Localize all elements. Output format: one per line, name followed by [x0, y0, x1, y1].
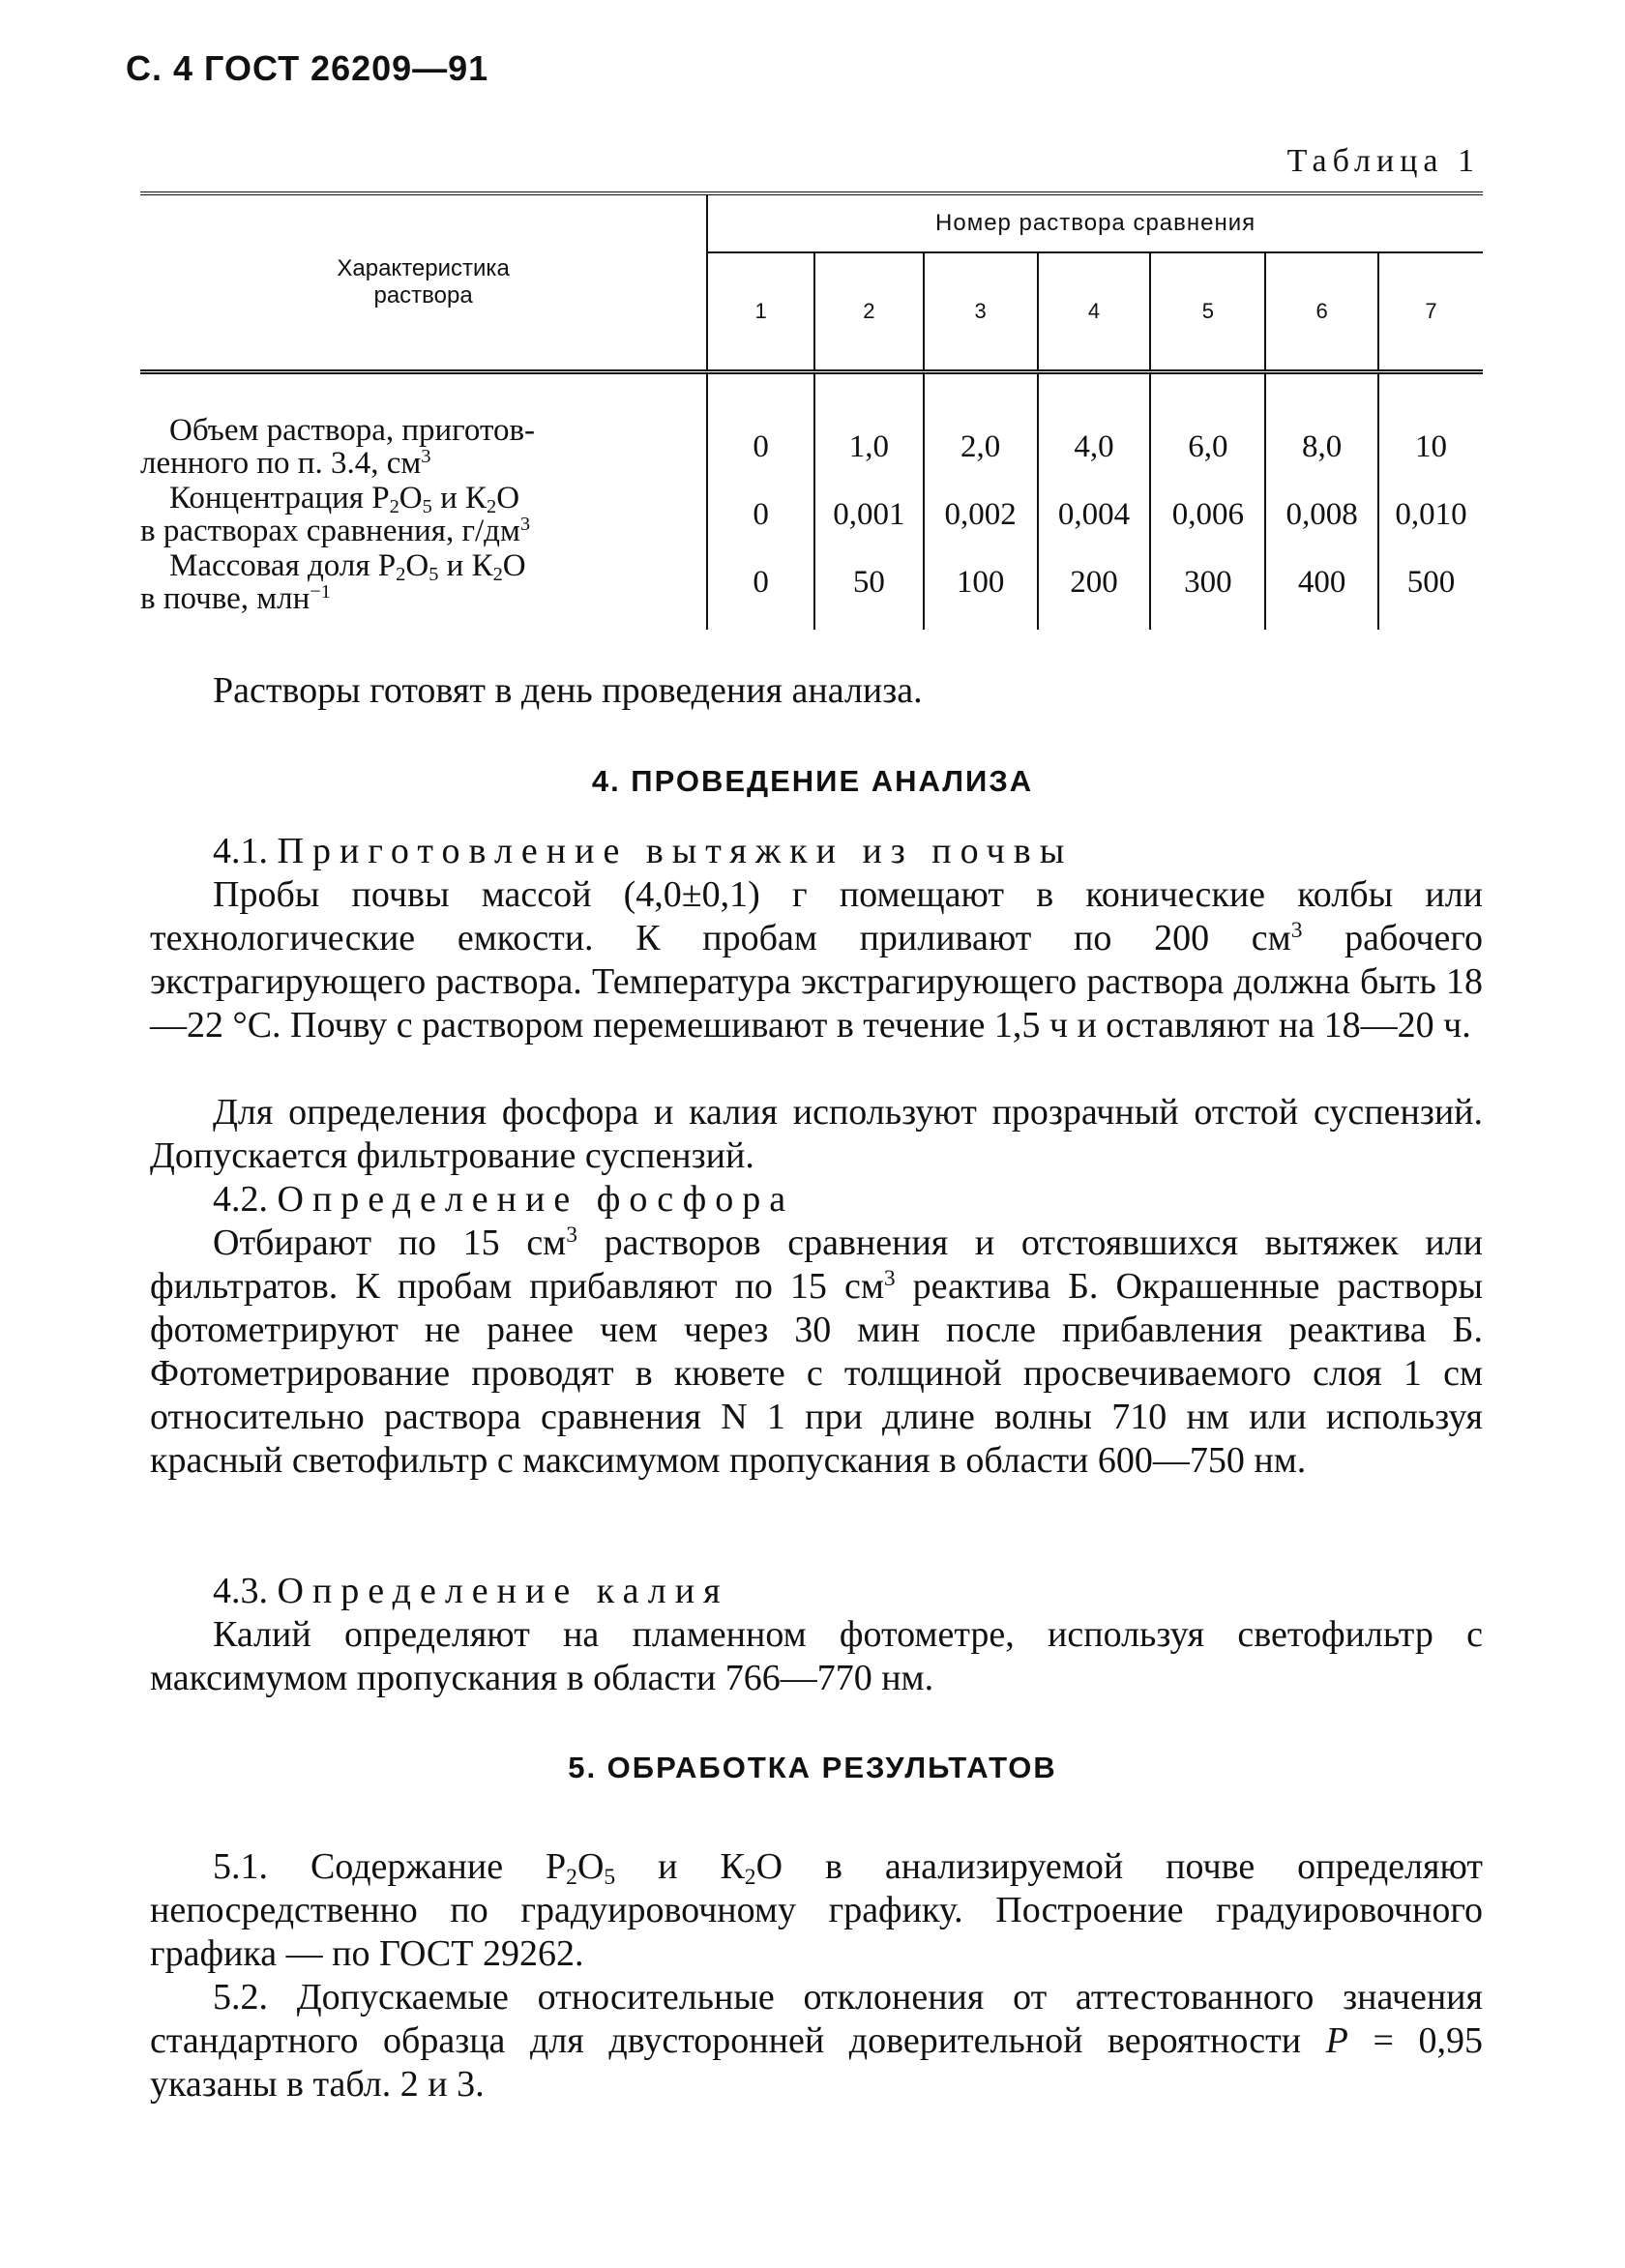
- row-label-line1: Объем раствора, приготов-: [169, 413, 536, 448]
- column-header: 5: [1150, 252, 1265, 372]
- row-label-part: О: [502, 548, 526, 583]
- subscript: 5: [604, 1864, 616, 1890]
- paragraph-text: 5.2. Допускаемые относительные отклонения от аттестованного значения стандартного образца для двусторонней доверительной вероятности: [150, 1977, 1483, 2061]
- table-cell: 0: [753, 496, 769, 532]
- superscript: 3: [883, 1266, 896, 1292]
- column-header: 3: [924, 252, 1038, 372]
- paragraph-text: растворов сравнения и отстоявшихся вытяжек или фильтратов. К пробам прибавляют по 15 см: [150, 1222, 1484, 1307]
- column-header: 7: [1378, 252, 1483, 372]
- superscript: 3: [421, 445, 431, 467]
- reference-solutions-table: [140, 191, 1483, 630]
- row-label-line2: в растворах сравнения, г/дм: [140, 514, 520, 548]
- table-cell: 0,004: [1038, 481, 1151, 548]
- subscript: 2: [744, 1864, 756, 1890]
- subsection-number: 4.2.: [213, 1179, 268, 1220]
- row-label-part: Массовая доля Р: [169, 548, 397, 583]
- table-cell: 8,0: [1265, 372, 1378, 482]
- subsection-title: Определение калия: [277, 1571, 729, 1611]
- row-label: [140, 548, 707, 630]
- subsection-4-3-heading: [150, 1570, 1483, 1613]
- subscript: 2: [396, 564, 406, 586]
- table-cell: 0,001: [814, 481, 924, 548]
- table-cell: 0,008: [1265, 481, 1378, 548]
- superscript: −1: [310, 580, 332, 603]
- paragraph-5-2: [150, 1976, 1483, 2106]
- table-cell: 0,006: [1150, 481, 1265, 548]
- table-cell: 300: [1150, 548, 1265, 630]
- table-1: [140, 191, 1483, 630]
- paragraph-text: Отбирают по 15 см: [213, 1222, 567, 1263]
- section-5-heading: 5. ОБРАБОТКА РЕЗУЛЬТАТОВ: [568, 1751, 1057, 1784]
- solution-number-header: Номер раствора сравнения: [707, 193, 1483, 252]
- paragraph-4-3: Калий определяют на пламенном фотометре, используя светофильтр с максимумом пропускания в области 766—770 нм.: [150, 1614, 1483, 1698]
- characteristic-header-line1: Характеристика: [337, 255, 510, 281]
- table-cell: 200: [1038, 548, 1151, 630]
- row-label: [140, 372, 707, 482]
- subsection-title: Определение фосфора: [277, 1179, 795, 1220]
- table-cell: 2,0: [924, 372, 1038, 482]
- paragraph-text: рабочего экстрагирующего раствора. Температура экстрагирующего раствора должна быть 18—22 °С. Почву с раствором перемешивают в течение 1,5 ч и оставляют на 18—20 ч.: [150, 918, 1483, 1046]
- paragraph-5-1: [150, 1845, 1483, 1976]
- table-row: [140, 548, 1483, 630]
- subscript: 5: [428, 564, 439, 586]
- subscript: 2: [492, 564, 503, 586]
- table-caption: Таблица 1: [1286, 143, 1480, 179]
- subscript: 2: [487, 496, 497, 518]
- column-header: 1: [707, 252, 814, 372]
- after-table-note: Растворы готовят в день проведения анализа.: [213, 670, 923, 711]
- paragraph-4-2: [150, 1222, 1483, 1483]
- row-label-part: О: [399, 481, 423, 515]
- table-cell: 0,002: [924, 481, 1038, 548]
- table-cell: 0: [753, 564, 769, 600]
- superscript: 3: [519, 513, 531, 535]
- superscript: 3: [566, 1222, 578, 1249]
- paragraph-text: и К: [615, 1846, 745, 1887]
- paragraph-text: О: [576, 1846, 605, 1887]
- table-cell: 500: [1378, 548, 1483, 630]
- table-cell: 10: [1378, 372, 1483, 482]
- row-label-line2: ленного по п. 3.4, см: [140, 446, 422, 481]
- paragraph-text: = 0,95 указаны в табл. 2 и 3.: [150, 2020, 1483, 2105]
- paragraph-4-1-a: [150, 873, 1483, 1047]
- section-4-heading: 4. ПРОВЕДЕНИЕ АНАЛИЗА: [591, 764, 1034, 798]
- table-cell: 400: [1265, 548, 1378, 630]
- running-head: С. 4 ГОСТ 26209—91: [126, 48, 489, 88]
- subsection-4-1-heading: [150, 830, 1483, 873]
- row-label-part: О: [405, 548, 429, 583]
- subsection-title: Приготовление вытяжки из почвы: [277, 831, 1074, 871]
- table-cell: 4,0: [1038, 372, 1151, 482]
- row-label-part: О: [496, 481, 520, 515]
- row-label: [140, 481, 707, 548]
- row-label-part: и К: [438, 548, 493, 583]
- column-header: 4: [1038, 252, 1151, 372]
- table-row: [140, 372, 1483, 482]
- table-cell: 100: [924, 548, 1038, 630]
- column-header: 6: [1265, 252, 1378, 372]
- subscript: 5: [422, 496, 432, 518]
- table-cell: 6,0: [1150, 372, 1265, 482]
- subsection-number: 4.3.: [213, 1571, 268, 1611]
- row-label-part: и К: [431, 481, 488, 515]
- characteristic-header: [140, 193, 707, 372]
- column-header: 2: [814, 252, 924, 372]
- characteristic-header-line2: раствора: [373, 282, 473, 309]
- subscript: 2: [566, 1864, 577, 1890]
- table-cell: 0,010: [1378, 481, 1483, 548]
- table-cell: 1,0: [814, 372, 924, 482]
- row-label-part: Концентрация Р: [169, 481, 390, 515]
- table-row: [140, 481, 1483, 548]
- table-cell: 50: [814, 548, 924, 630]
- row-label-line2: в почве, млн: [140, 581, 310, 616]
- paragraph-text: 5.1. Содержание Р: [213, 1846, 567, 1887]
- subsection-number: 4.1.: [213, 831, 268, 871]
- paragraph-text: О в анализируемой почве определяют непосредственно по градуировочному графику. Построение градуировочного графика — по ГОСТ 29262.: [150, 1846, 1483, 1974]
- paragraph-4-1-b: Для определения фосфора и калия используют прозрачный отстой суспензий. Допускается фильтрование суспензий.: [150, 1092, 1483, 1176]
- subsection-4-2-heading: [150, 1178, 1483, 1222]
- probability-symbol: Р: [1325, 2020, 1348, 2061]
- paragraph-text: реактива Б. Окрашенные растворы фотометрируют не ранее чем через 30 мин после прибавления реактива Б. Фотометрирование проводят в кювете с толщиной просвечиваемого слоя 1 см относительно раствора сравнения N 1 при длине волны 710 нм или используя красный светофильтр с максимумом пропускания в области 600—750 нм.: [150, 1266, 1483, 1481]
- paragraph-text: Пробы почвы массой (4,0±0,1) г помещают в конические колбы или технологические емкости. К пробам приливают по 200 см: [150, 874, 1483, 958]
- table-cell: 0: [753, 428, 769, 464]
- subscript: 2: [389, 496, 399, 518]
- superscript: 3: [1290, 918, 1303, 944]
